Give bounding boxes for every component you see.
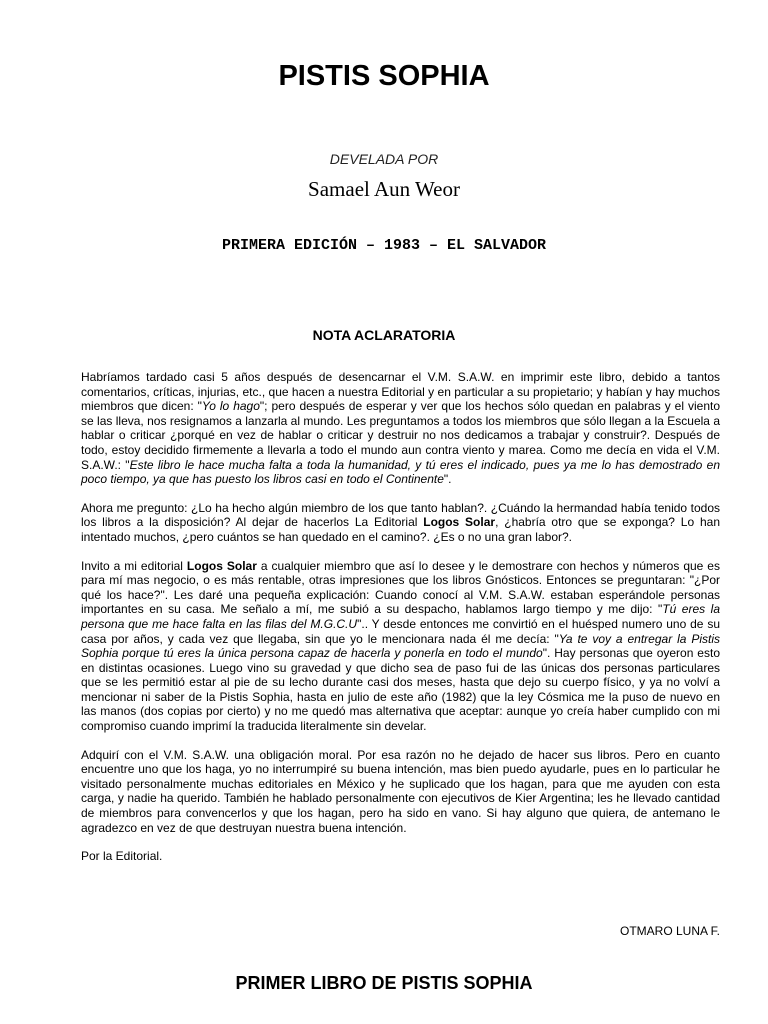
body-text — [81, 370, 720, 878]
next-section-title: PRIMER LIBRO DE PISTIS SOPHIA — [235, 973, 533, 993]
signature: OTMARO LUNA F. — [619, 924, 720, 938]
author-name: Samael Aun Weor — [308, 177, 460, 201]
section-heading: NOTA ACLARATORIA — [312, 327, 456, 343]
paragraph-4: Adquirí con el V.M. S.A.W. una obligación moral. Por esa razón no he dejado de hacer sus libros. Pero en cuanto encuentre uno que los haga, yo no interrumpiré su buena intención, mas bien puedo ayudarle, pues en lo particular he visitado personalmente muchas editoriales en México y he suplicado que los hagan, para que me ayuden con esta carga, y nadie ha querido. También he hablado personalmente con ejecutivos de Kier Argentina; les he llevado cantidad de miembros para convencerlos y que los hagan, pero ha sido en vano. Si hay alguno que quiera, de antemano le agradezco en vez de que destruyan nuestra buena intención. — [81, 747, 720, 835]
paragraph-1: Habríamos tardado casi 5 años después de desencarnar el V.M. S.A.W. en imprimir este libro, debido a tantos comentarios, críticas, injurias, etc., que hacen a nuestra Editorial y en particular a su propietario; y habían y hay muchos miembros que dicen: "Yo lo hago"; pero después de esperar y ver que los hechos sólo quedan en palabras y el viento se las lleva, nos resignamos a lanzarla al mundo. Les preguntamos a todos los miembros que sólo llegan a la Escuela a hablar o criticar ¿porqué en vez de hablar o criticar y destruir no nos dedicamos a trabajar y construir?. Después de todo, estoy decidido firmemente a llevarla a todo el mundo aun contra viento y marea. Como me decía en vida el V.M. S.A.W.: "Este libro le hace mucha falta a toda la humanidad, y tú eres el indicado, pues ya me lo has demostrado en poco tiempo, ya que has puesto los libros casi en todo el Continente". — [81, 370, 721, 487]
document-subtitle: DEVELADA POR — [329, 151, 439, 167]
paragraph-5: Por la Editorial. — [81, 849, 163, 864]
edition-line: PRIMERA EDICIÓN – 1983 – EL SALVADOR — [221, 237, 547, 254]
paragraph-2: Ahora me pregunto: ¿Lo ha hecho algún miembro de los que tanto hablan?. ¿Cuándo la hermandad había tenido todos los libros a la disposición? Al dejar de hacerlos La Editorial Logos Solar, ¿habría otro que se exponga? Lo han intentado muchos, ¿pero cuántos se han quedado en el camino?. ¿Es o no una gran labor?. — [81, 500, 720, 544]
paragraph-3: Invito a mi editorial Logos Solar a cualquier miembro que así lo desee y le demostrare con hechos y números que es para mí mas negocio, o es más rentable, otras impresiones que los libros Gnósticos. Entonces se preguntaran: "¿Por qué los hace?". Les daré una pequeña explicación: Cuando conocí al V.M. S.A.W. estaban esperándole personas importantes en su casa. Me señalo a mí, me subió a su despacho, hablamos largo tiempo y me dijo: "Tú eres la persona que me hace falta en las filas del M.G.C.U".. Y desde entonces me convirtió en el huésped numero uno de su casa por años, y cada vez que llegaba, sin que yo le mencionara nada él me decía: "Ya te voy a entregar la Pistis Sophia porque tú eres la única persona capaz de hacerla y ponerla en todo el mundo". Hay personas que oyeron esto en distintas ocasiones. Luego vino su gravedad y que dicho sea de paso fui de las únicas dos personas particulares que se les permitió estar al pie de su lecho durante casi dos meses, hasta que dejo su cuerpo físico, y ya no volví a mencionar ni saber de la Pistis Sophia, hasta en julio de este año (1982) que la ley Cósmica me la puso de nuevo en las manos (dos copias por cierto) y no me quedó mas alternativa que aceptar: aunque yo creía haber cumplido con mi compromiso cuando imprimí la traducida literalmente sin develar. — [81, 558, 720, 734]
document-title: PISTIS SOPHIA — [278, 60, 490, 92]
